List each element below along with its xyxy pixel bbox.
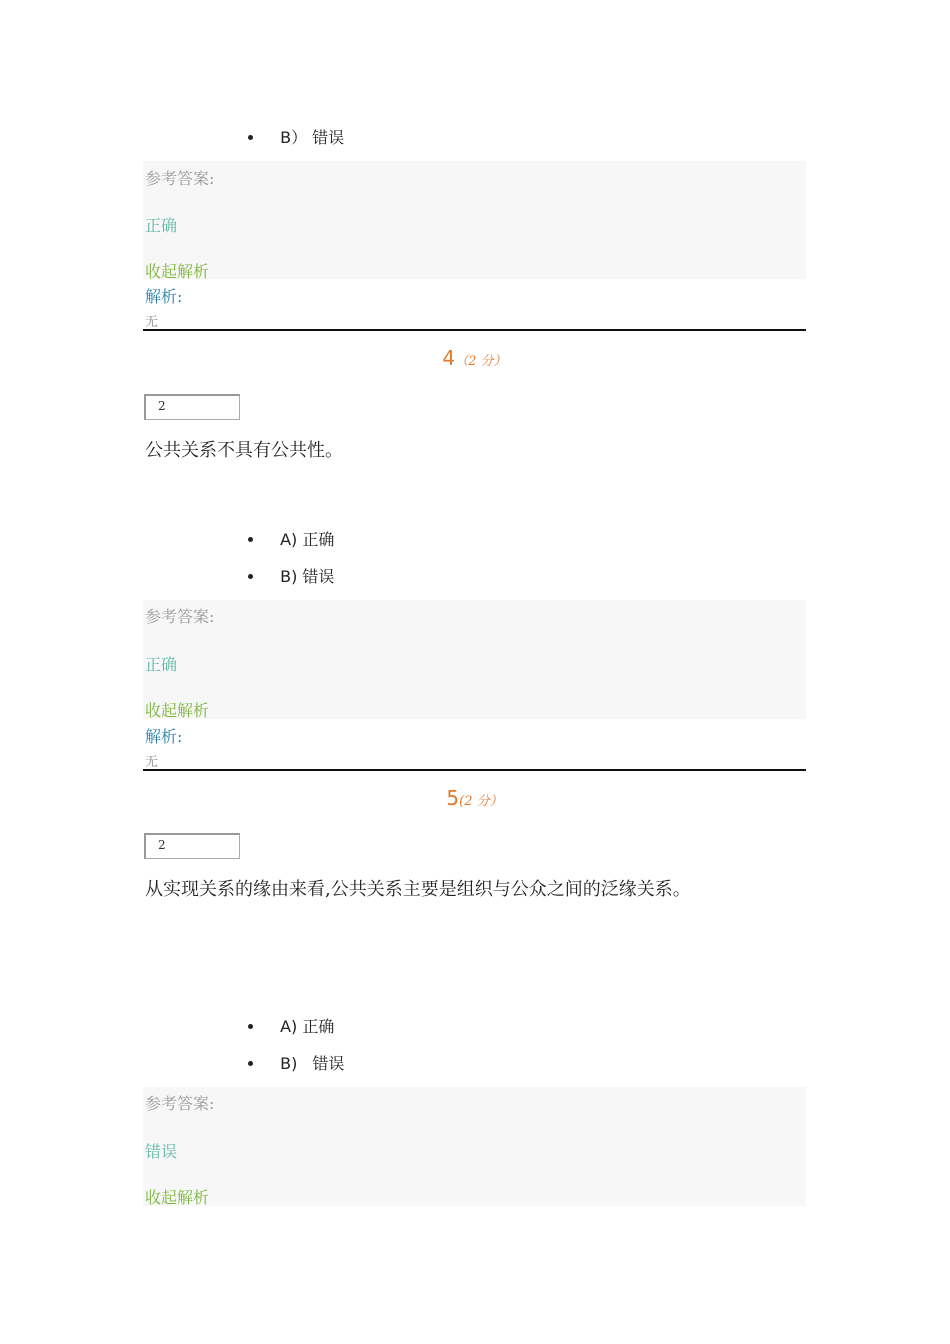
q4-reference-label: 参考答案: [145, 607, 215, 626]
q3-analysis-label: 解析: [145, 287, 183, 306]
q5-collapse-analysis-link[interactable]: 收起解析 [145, 1188, 210, 1207]
q4-collapse-analysis-link[interactable]: 收起解析 [145, 701, 210, 720]
q5-option-b[interactable] [248, 1054, 344, 1074]
q4-question-text: 公共关系不具有公共性。 [145, 440, 343, 461]
q4-option-b-text: 错误 [302, 567, 335, 586]
q3-divider [143, 329, 806, 331]
q3-option-b[interactable] [248, 128, 344, 148]
q5-number: 5 [446, 786, 460, 810]
q5-reference-answer: 错误 [145, 1142, 178, 1161]
q3-analysis-text: 无 [145, 315, 159, 330]
q3-option-b-text: 错误 [312, 128, 345, 147]
q5-option-a-text: 正确 [302, 1017, 335, 1036]
bullet-icon [248, 1061, 253, 1066]
q4-header [143, 346, 806, 370]
q5-option-a-letter: A) [280, 1017, 298, 1036]
q4-reference-panel [143, 600, 806, 719]
q5-header [143, 786, 806, 810]
q5-option-b-text: 错误 [312, 1054, 345, 1073]
q5-reference-panel [143, 1087, 806, 1206]
q3-reference-panel [143, 161, 806, 279]
q5-question-text: 从实现关系的缘由来看,公共关系主要是组织与公众之间的泛缘关系。 [145, 879, 691, 900]
q5-option-a[interactable] [248, 1017, 334, 1037]
q4-number: 4 [442, 346, 456, 370]
q4-option-a-letter: A) [280, 530, 298, 549]
q4-points: （2 分） [455, 354, 507, 369]
q5-option-b-letter: B) [280, 1054, 298, 1073]
q4-divider [143, 769, 806, 771]
q3-reference-label: 参考答案: [145, 169, 215, 188]
q5-reference-label: 参考答案: [145, 1094, 215, 1113]
q4-option-b[interactable] [248, 567, 334, 587]
bullet-icon [248, 1024, 253, 1029]
q3-reference-answer: 正确 [145, 216, 178, 235]
q4-option-b-letter: B) [280, 567, 298, 586]
q4-score-input[interactable]: 2 [144, 394, 240, 420]
q3-collapse-analysis-link[interactable]: 收起解析 [145, 262, 210, 281]
bullet-icon [248, 537, 253, 542]
q3-option-b-letter: B） [280, 128, 308, 147]
q4-reference-answer: 正确 [145, 655, 178, 674]
bullet-icon [248, 574, 253, 579]
q4-option-a[interactable] [248, 530, 334, 550]
q4-analysis-text: 无 [145, 755, 159, 770]
q4-option-a-text: 正确 [302, 530, 335, 549]
q4-analysis-label: 解析: [145, 727, 183, 746]
q5-points: (2 分） [459, 794, 503, 809]
q5-score-input[interactable]: 2 [144, 833, 240, 859]
bullet-icon [248, 135, 253, 140]
